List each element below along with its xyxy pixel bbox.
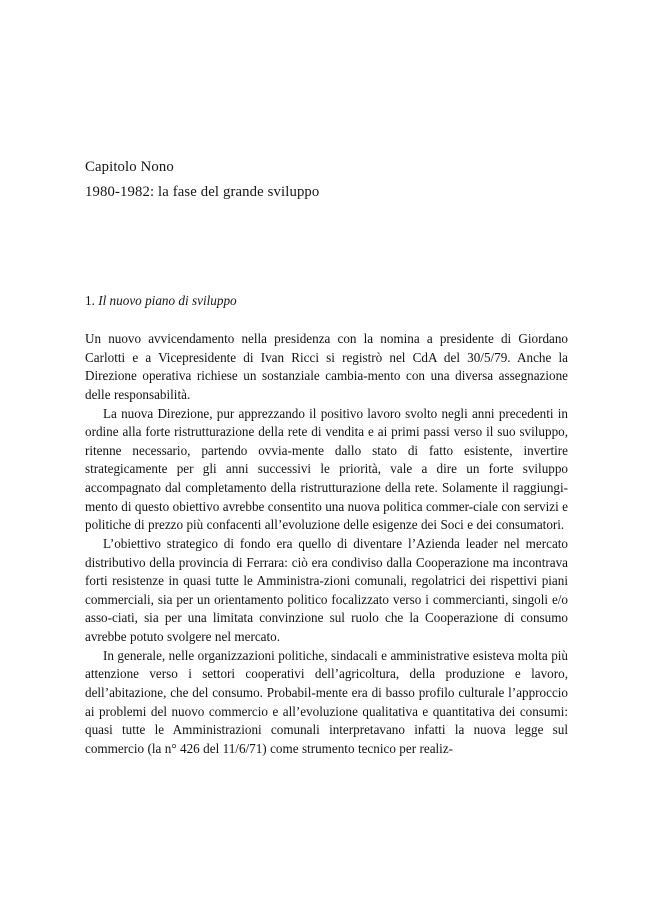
chapter-subtitle: 1980-1982: la fase del grande sviluppo: [85, 184, 320, 200]
paragraph: La nuova Direzione, pur apprezzando il positivo lavoro svolto negli anni precedenti in ordine alla forte ristrutturazione della rete di vendita e ai primi passi verso il suo sviluppo, ritenne necessario, partendo ovvia-mente dallo stato di fatto esistente, invertire strategicamente per gli anni successivi le priorità, vale a dire un forte sviluppo accompagnato dal completamento della ristrutturazione della rete. Solamente il raggiungi-mento di questo obiettivo avrebbe consentito una nuova politica commer-ciale con servizi e politiche di prezzo più confacenti all’evoluzione delle esigenze dei Soci e dei consumatori.: [85, 405, 568, 533]
paragraph: In generale, nelle organizzazioni politiche, sindacali e amministrative esisteva molta più attenzione verso i settori cooperativi dell’agricoltura, della produzione e lavoro, dell’abitazione, che del consumo. Probabil-mente era di basso profilo culturale l’approccio ai problemi del nuovo commercio e all’evoluzione qualitativa e quantitativa dei consumi: quasi tutte le Amministrazioni comunali interpretavano infatti la nuova legge sul commercio (la n° 426 del 11/6/71) come strumento tecnico per realiz-: [85, 647, 568, 756]
section-heading: [85, 292, 575, 310]
section-title: Il nuovo piano di sviluppo: [98, 293, 237, 308]
paragraph: Un nuovo avvicendamento nella presidenza con la nomina a presidente di Giordano Carlotti e a Vicepresidente di Ivan Ricci si registrò nel CdA del 30/5/79. Anche la Direzione operativa richiese un sostanziale cambia-mento con una diversa assegnazione delle responsabilità.: [85, 331, 568, 402]
section-number: 1.: [85, 293, 95, 308]
chapter-label: Capitolo Nono: [85, 159, 174, 175]
body-text: [85, 330, 568, 758]
paragraph: L’obiettivo strategico di fondo era quello di diventare l’Azienda leader nel mercato distributivo della provincia di Ferrara: ciò era condiviso dalla Cooperazione ma incontrava forti resistenze in quasi tutte le Amministra-zioni comunali, regolatrici dei rispettivi piani commerciali, sia per un orientamento politico focalizzato verso i commercianti, singoli e/o asso-ciati, sia per una limitata convinzione sul ruolo che la Cooperazione di consumo avrebbe potuto svolgere nel mercato.: [85, 535, 568, 644]
chapter-title-block: [85, 155, 575, 205]
